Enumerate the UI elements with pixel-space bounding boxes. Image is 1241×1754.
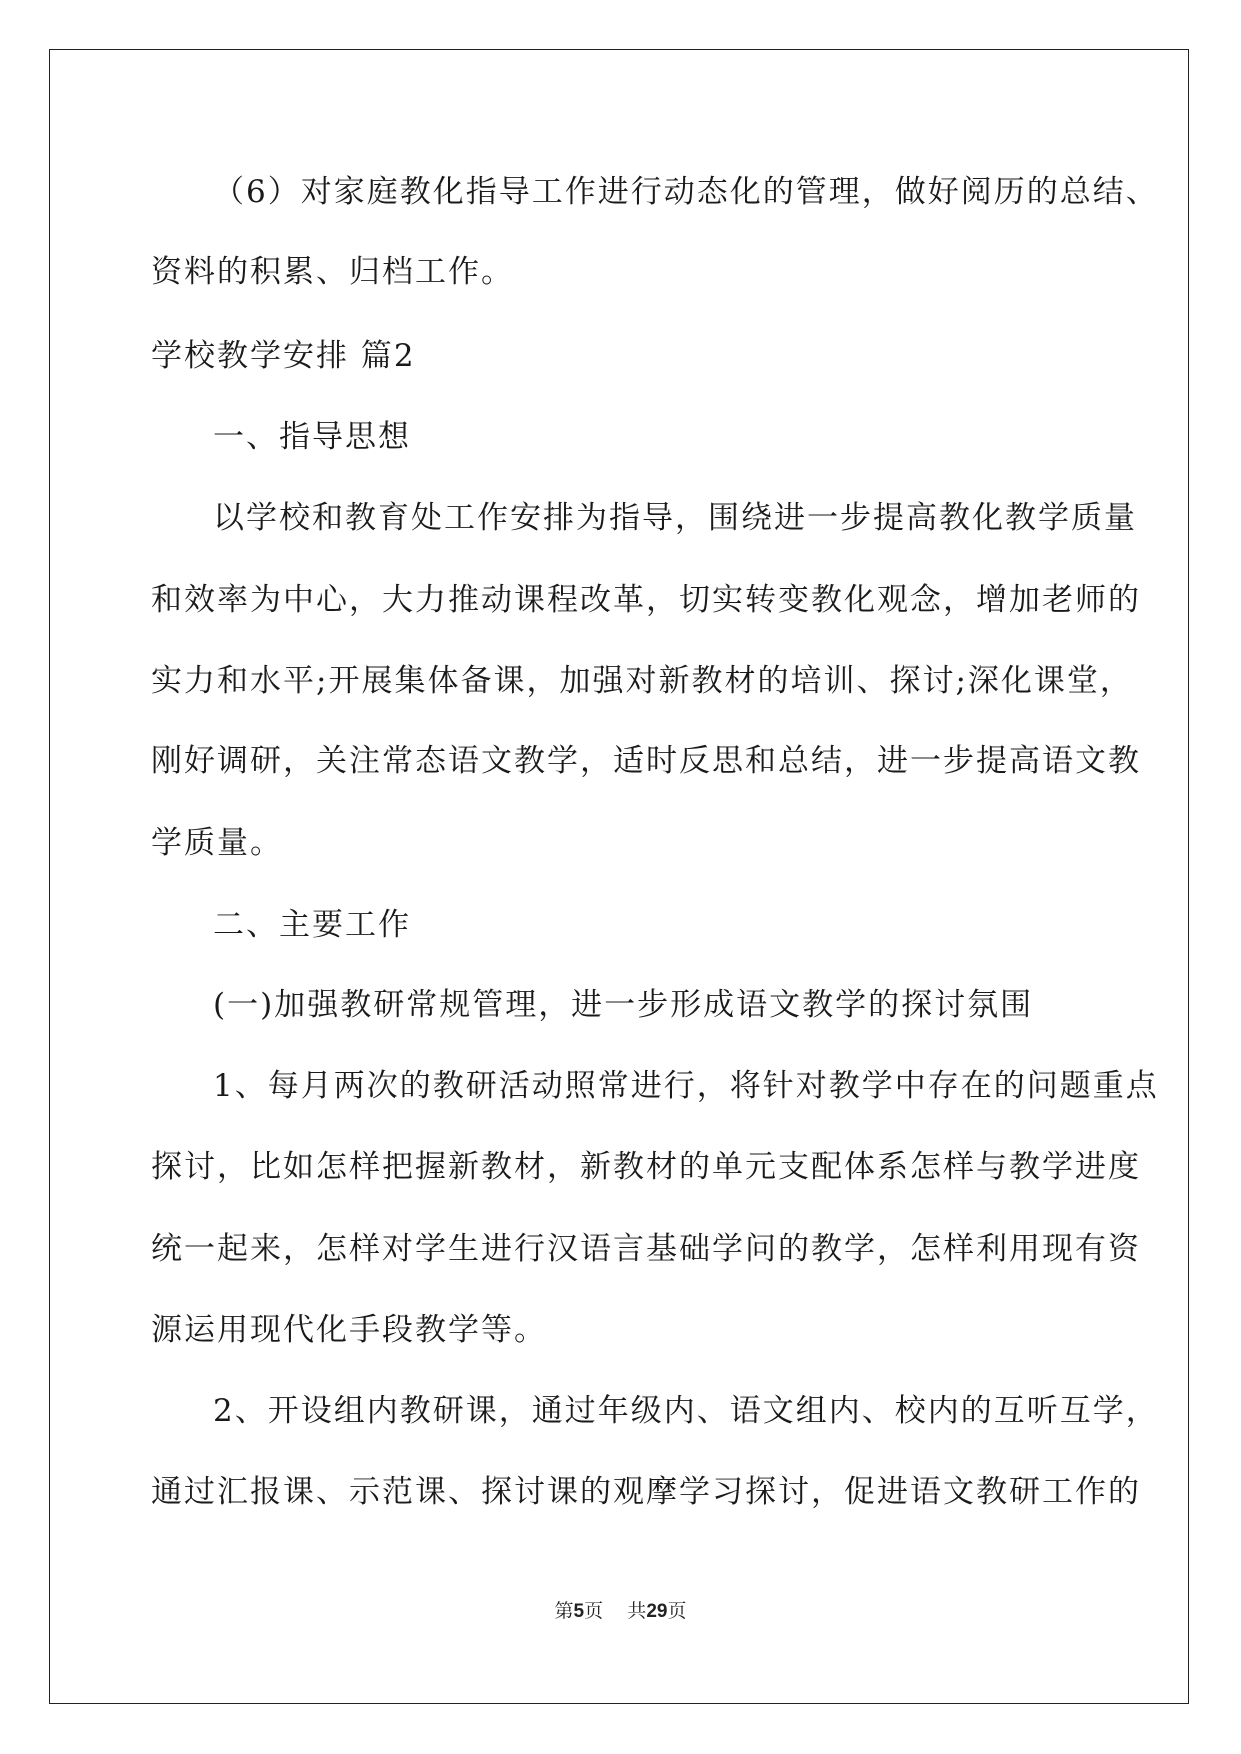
paragraph-line: 以学校和教育处工作安排为指导，围绕进一步提高教化教学质量 xyxy=(213,500,1137,536)
subheading: 二、主要工作 xyxy=(213,907,411,943)
paragraph-line: 统一起来，怎样对学生进行汉语言基础学问的教学，怎样利用现有资 xyxy=(151,1231,1141,1267)
paragraph-line: 刚好调研，关注常态语文教学，适时反思和总结，进一步提高语文教 xyxy=(151,743,1141,779)
page-suffix: 页 xyxy=(584,1600,604,1622)
paragraph-line: 探讨，比如怎样把握新教材，新教材的单元支配体系怎样与教学进度 xyxy=(151,1149,1141,1185)
paragraph-line: 实力和水平;开展集体备课，加强对新教材的培训、探讨;深化课堂， xyxy=(151,663,1133,699)
total-prefix: 共 xyxy=(627,1600,647,1622)
section-heading: 学校教学安排 篇2 xyxy=(151,338,416,374)
paragraph-line: 和效率为中心，大力推动课程改革，切实转变教化观念，增加老师的 xyxy=(151,582,1141,618)
paragraph-line: 1、每月两次的教研活动照常进行，将针对教学中存在的问题重点 xyxy=(213,1068,1159,1104)
paragraph-line: 2、开设组内教研课，通过年级内、语文组内、校内的互听互学， xyxy=(213,1393,1159,1429)
subheading: 一、指导思想 xyxy=(213,419,411,455)
total-suffix: 页 xyxy=(667,1600,687,1622)
page-current: 5 xyxy=(573,1601,585,1622)
paragraph-line: 通过汇报课、示范课、探讨课的观摩学习探讨，促进语文教研工作的 xyxy=(151,1474,1141,1510)
paragraph-line: 资料的积累、归档工作。 xyxy=(151,254,514,290)
page-prefix: 第 xyxy=(554,1600,574,1622)
page-border xyxy=(49,49,1189,1704)
paragraph-line: （6）对家庭教化指导工作进行动态化的管理，做好阅历的总结、 xyxy=(213,174,1159,210)
page-footer xyxy=(0,1596,1241,1623)
page-total: 29 xyxy=(646,1601,668,1622)
paragraph-line: 学质量。 xyxy=(151,825,283,861)
paragraph-line: 源运用现代化手段教学等。 xyxy=(151,1312,547,1348)
paragraph-line: (一)加强教研常规管理，进一步形成语文教学的探讨氛围 xyxy=(213,987,1034,1023)
